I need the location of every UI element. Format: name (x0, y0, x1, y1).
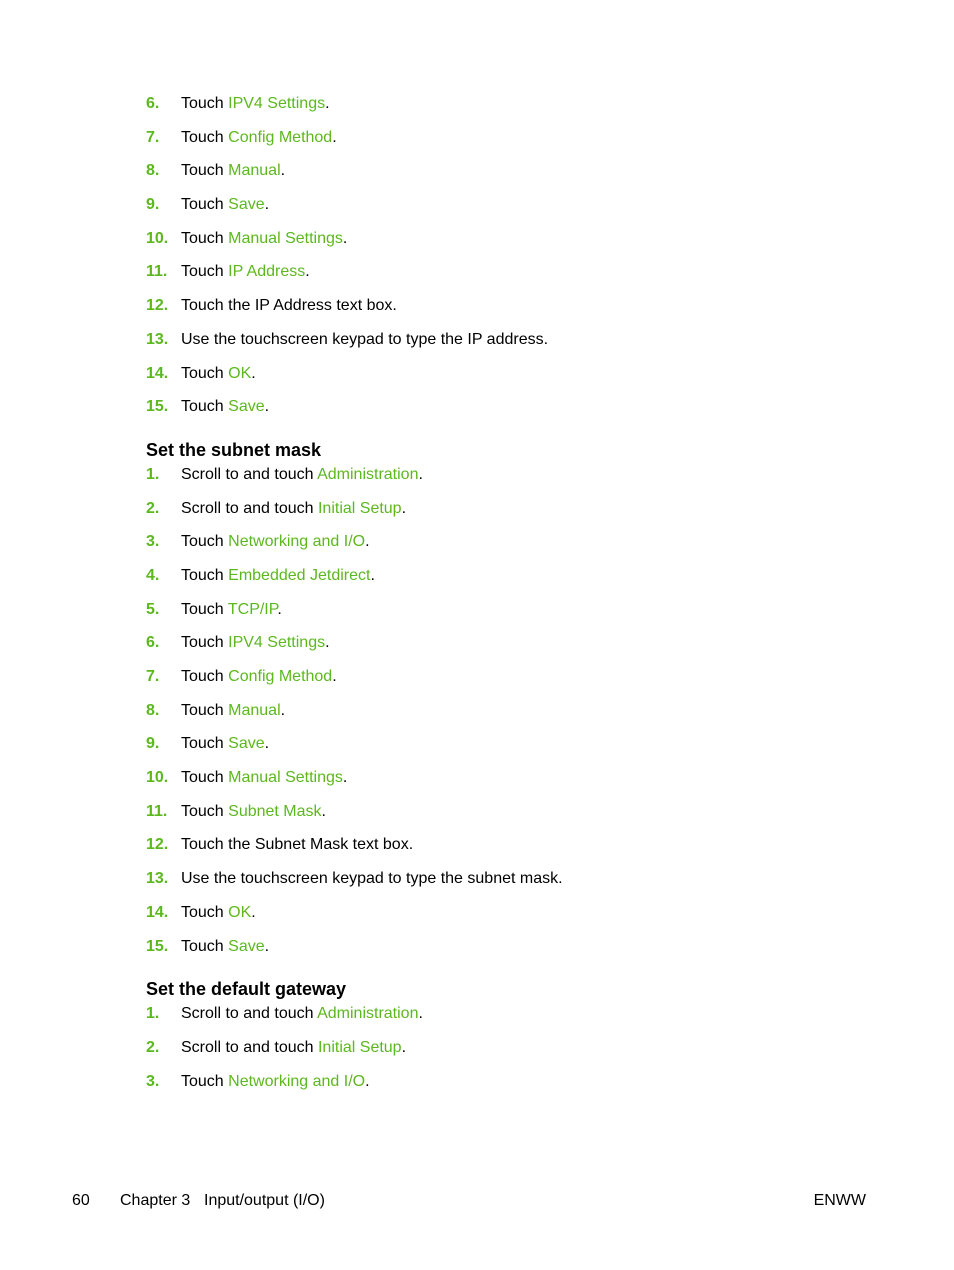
step-text-lead: Touch (181, 263, 229, 281)
chapter-label: Chapter 3 (120, 1192, 191, 1209)
menu-item-reference: OK (228, 903, 252, 921)
step-item (146, 92, 886, 126)
step-text (181, 230, 347, 247)
step-text-trail: . (325, 634, 330, 652)
menu-item-reference: Manual (228, 701, 281, 719)
step-text (181, 938, 269, 955)
step-text-lead: Scroll to and touch (181, 1038, 318, 1056)
step-text-lead: Use the touchscreen keypad to type the IP address. (181, 330, 549, 348)
step-item (146, 126, 886, 160)
step-text-lead: Touch (181, 769, 229, 787)
step-number: 13. (146, 870, 169, 888)
menu-item-reference: Save (228, 735, 265, 753)
procedure-section (146, 92, 886, 429)
menu-item-reference: Initial Setup (317, 499, 402, 517)
step-number: 6. (146, 634, 160, 652)
section-heading: Set the default gateway (146, 979, 347, 1000)
step-text (181, 1005, 423, 1022)
step-number: 6. (146, 95, 160, 112)
step-text (181, 533, 370, 550)
footer-right-label: ENWW (813, 1192, 866, 1209)
page-number: 60 (72, 1192, 90, 1209)
step-text-lead: Touch (181, 196, 229, 214)
step-text-trail: . (280, 701, 286, 719)
step-item (146, 193, 886, 227)
step-text-lead: Touch (181, 802, 229, 820)
step-number: 11. (146, 263, 168, 281)
menu-item-reference: Manual Settings (228, 229, 343, 247)
step-item (146, 328, 886, 362)
step-text-trail: . (251, 903, 256, 921)
step-number: 7. (146, 668, 160, 685)
step-text-lead: Touch the Subnet Mask text box. (181, 836, 414, 854)
step-item (146, 833, 886, 867)
page-footer (0, 1189, 954, 1213)
step-list (146, 463, 886, 968)
menu-item-reference: Initial Setup (317, 1038, 402, 1056)
menu-item-reference: Manual Settings (228, 769, 343, 787)
menu-item-reference: Networking and I/O (228, 533, 366, 551)
step-item (146, 732, 886, 766)
step-text-lead: Touch (181, 634, 229, 652)
step-text-trail: . (277, 600, 282, 618)
step-text-lead: Scroll to and touch (181, 1005, 318, 1023)
step-number: 10. (146, 769, 169, 787)
step-number: 8. (146, 162, 160, 180)
step-item (146, 1036, 886, 1070)
step-item (146, 564, 886, 598)
step-text-trail: . (264, 937, 270, 955)
step-text (181, 162, 285, 179)
step-text-lead: Touch (181, 229, 229, 247)
chapter-title: Input/output (I/O) (204, 1192, 325, 1209)
step-number: 4. (146, 566, 160, 584)
step-text (181, 803, 326, 820)
step-item (146, 463, 886, 497)
section-heading: Set the subnet mask (146, 439, 322, 460)
step-text (181, 702, 285, 719)
step-number: 12. (146, 836, 169, 854)
step-text-lead: Touch the IP Address text box. (181, 297, 397, 315)
step-item (146, 227, 886, 261)
step-item (146, 530, 886, 564)
step-text-trail: . (342, 229, 348, 247)
step-item (146, 766, 886, 800)
step-text-trail: . (342, 769, 348, 787)
step-number: 14. (146, 903, 169, 921)
menu-item-reference: Save (228, 398, 265, 416)
step-text-trail: . (418, 465, 423, 483)
step-text (181, 735, 269, 752)
step-item (146, 1002, 886, 1036)
step-text (181, 601, 282, 618)
step-text-lead: Touch (181, 566, 229, 584)
step-text (181, 668, 337, 685)
step-text (181, 297, 397, 314)
step-text (181, 1039, 406, 1056)
step-text (181, 836, 413, 853)
step-text-trail: . (264, 196, 270, 214)
menu-item-reference: IP Address (228, 263, 306, 281)
step-text-lead: Touch (181, 533, 229, 551)
step-item (146, 294, 886, 328)
step-text-trail: . (264, 398, 270, 416)
page-content (146, 92, 886, 1103)
step-number: 15. (146, 398, 169, 416)
step-text (181, 263, 310, 280)
menu-item-reference: IPV4 Settings (228, 634, 326, 652)
step-text-lead: Touch (181, 668, 229, 685)
step-item (146, 935, 886, 969)
step-text-trail: . (264, 735, 270, 753)
step-number: 11. (146, 802, 168, 820)
step-number: 9. (146, 735, 160, 753)
step-item (146, 665, 886, 699)
step-text (181, 904, 256, 921)
step-number: 1. (146, 1005, 160, 1023)
step-text-lead: Scroll to and touch (181, 465, 318, 483)
procedure-section (146, 429, 886, 968)
step-text (181, 769, 347, 786)
menu-item-reference: Embedded Jetdirect (228, 566, 371, 584)
step-text-lead: Touch (181, 735, 229, 753)
step-text-lead: Scroll to and touch (181, 499, 318, 517)
menu-item-reference: Save (228, 196, 265, 214)
step-text-trail: . (332, 128, 337, 146)
step-text (181, 196, 269, 213)
menu-item-reference: Administration (317, 1005, 419, 1023)
step-text-lead: Touch (181, 937, 229, 955)
menu-item-reference: TCP/IP (227, 600, 278, 618)
step-text (181, 331, 548, 348)
step-text (181, 466, 423, 483)
step-text-lead: Touch (181, 701, 229, 719)
step-text (181, 567, 375, 584)
step-text (181, 870, 563, 887)
step-item (146, 260, 886, 294)
step-number: 14. (146, 364, 169, 382)
menu-item-reference: OK (228, 364, 252, 382)
menu-item-reference: Networking and I/O (228, 1072, 366, 1090)
step-number: 2. (146, 499, 160, 517)
menu-item-reference: Manual (228, 162, 281, 180)
step-number: 7. (146, 128, 160, 146)
step-text-trail: . (321, 802, 326, 820)
step-text-lead: Use the touchscreen keypad to type the subnet mask. (181, 870, 563, 888)
step-item (146, 598, 886, 632)
step-text-trail: . (418, 1005, 423, 1023)
step-number: 15. (146, 937, 169, 955)
step-text-trail: . (251, 364, 256, 382)
step-text-lead: Touch (181, 128, 229, 146)
step-text (181, 129, 337, 146)
step-item (146, 1070, 886, 1104)
step-text-lead: Touch (181, 398, 229, 416)
step-text-trail: . (370, 566, 375, 584)
step-text (181, 634, 330, 651)
step-number: 13. (146, 330, 169, 348)
procedure-section (146, 968, 886, 1103)
step-text-trail: . (365, 533, 370, 551)
step-number: 8. (146, 701, 160, 719)
step-number: 1. (146, 465, 160, 483)
menu-item-reference: Config Method (228, 668, 333, 685)
step-text (181, 365, 256, 382)
step-number: 12. (146, 297, 169, 315)
step-text-trail: . (305, 263, 310, 281)
step-item (146, 631, 886, 665)
menu-item-reference: Save (228, 937, 265, 955)
step-item (146, 901, 886, 935)
step-text-lead: Touch (181, 600, 228, 618)
step-text (181, 1073, 370, 1090)
menu-item-reference: Administration (317, 465, 419, 483)
step-item (146, 800, 886, 834)
step-text-trail: . (365, 1072, 370, 1090)
step-item (146, 159, 886, 193)
step-text-trail: . (325, 95, 330, 112)
step-text-lead: Touch (181, 95, 229, 112)
step-text (181, 95, 330, 112)
step-list (146, 92, 886, 429)
step-number: 3. (146, 1072, 160, 1090)
step-text-lead: Touch (181, 903, 229, 921)
menu-item-reference: Subnet Mask (228, 802, 322, 820)
step-text-lead: Touch (181, 1072, 229, 1090)
step-number: 5. (146, 600, 160, 618)
step-text (181, 398, 269, 415)
step-list (146, 1002, 886, 1103)
step-number: 2. (146, 1038, 160, 1056)
step-item (146, 395, 886, 429)
step-text-lead: Touch (181, 162, 229, 180)
step-text-lead: Touch (181, 364, 229, 382)
menu-item-reference: Config Method (228, 128, 333, 146)
step-number: 10. (146, 229, 169, 247)
step-item (146, 867, 886, 901)
step-item (146, 497, 886, 531)
step-text-trail: . (332, 668, 337, 685)
step-text (181, 500, 406, 517)
step-text-trail: . (280, 162, 286, 180)
menu-item-reference: IPV4 Settings (228, 95, 326, 112)
step-item (146, 699, 886, 733)
step-text-trail: . (401, 499, 407, 517)
step-number: 3. (146, 533, 160, 551)
step-item (146, 362, 886, 396)
step-text-trail: . (401, 1038, 407, 1056)
step-number: 9. (146, 196, 160, 214)
